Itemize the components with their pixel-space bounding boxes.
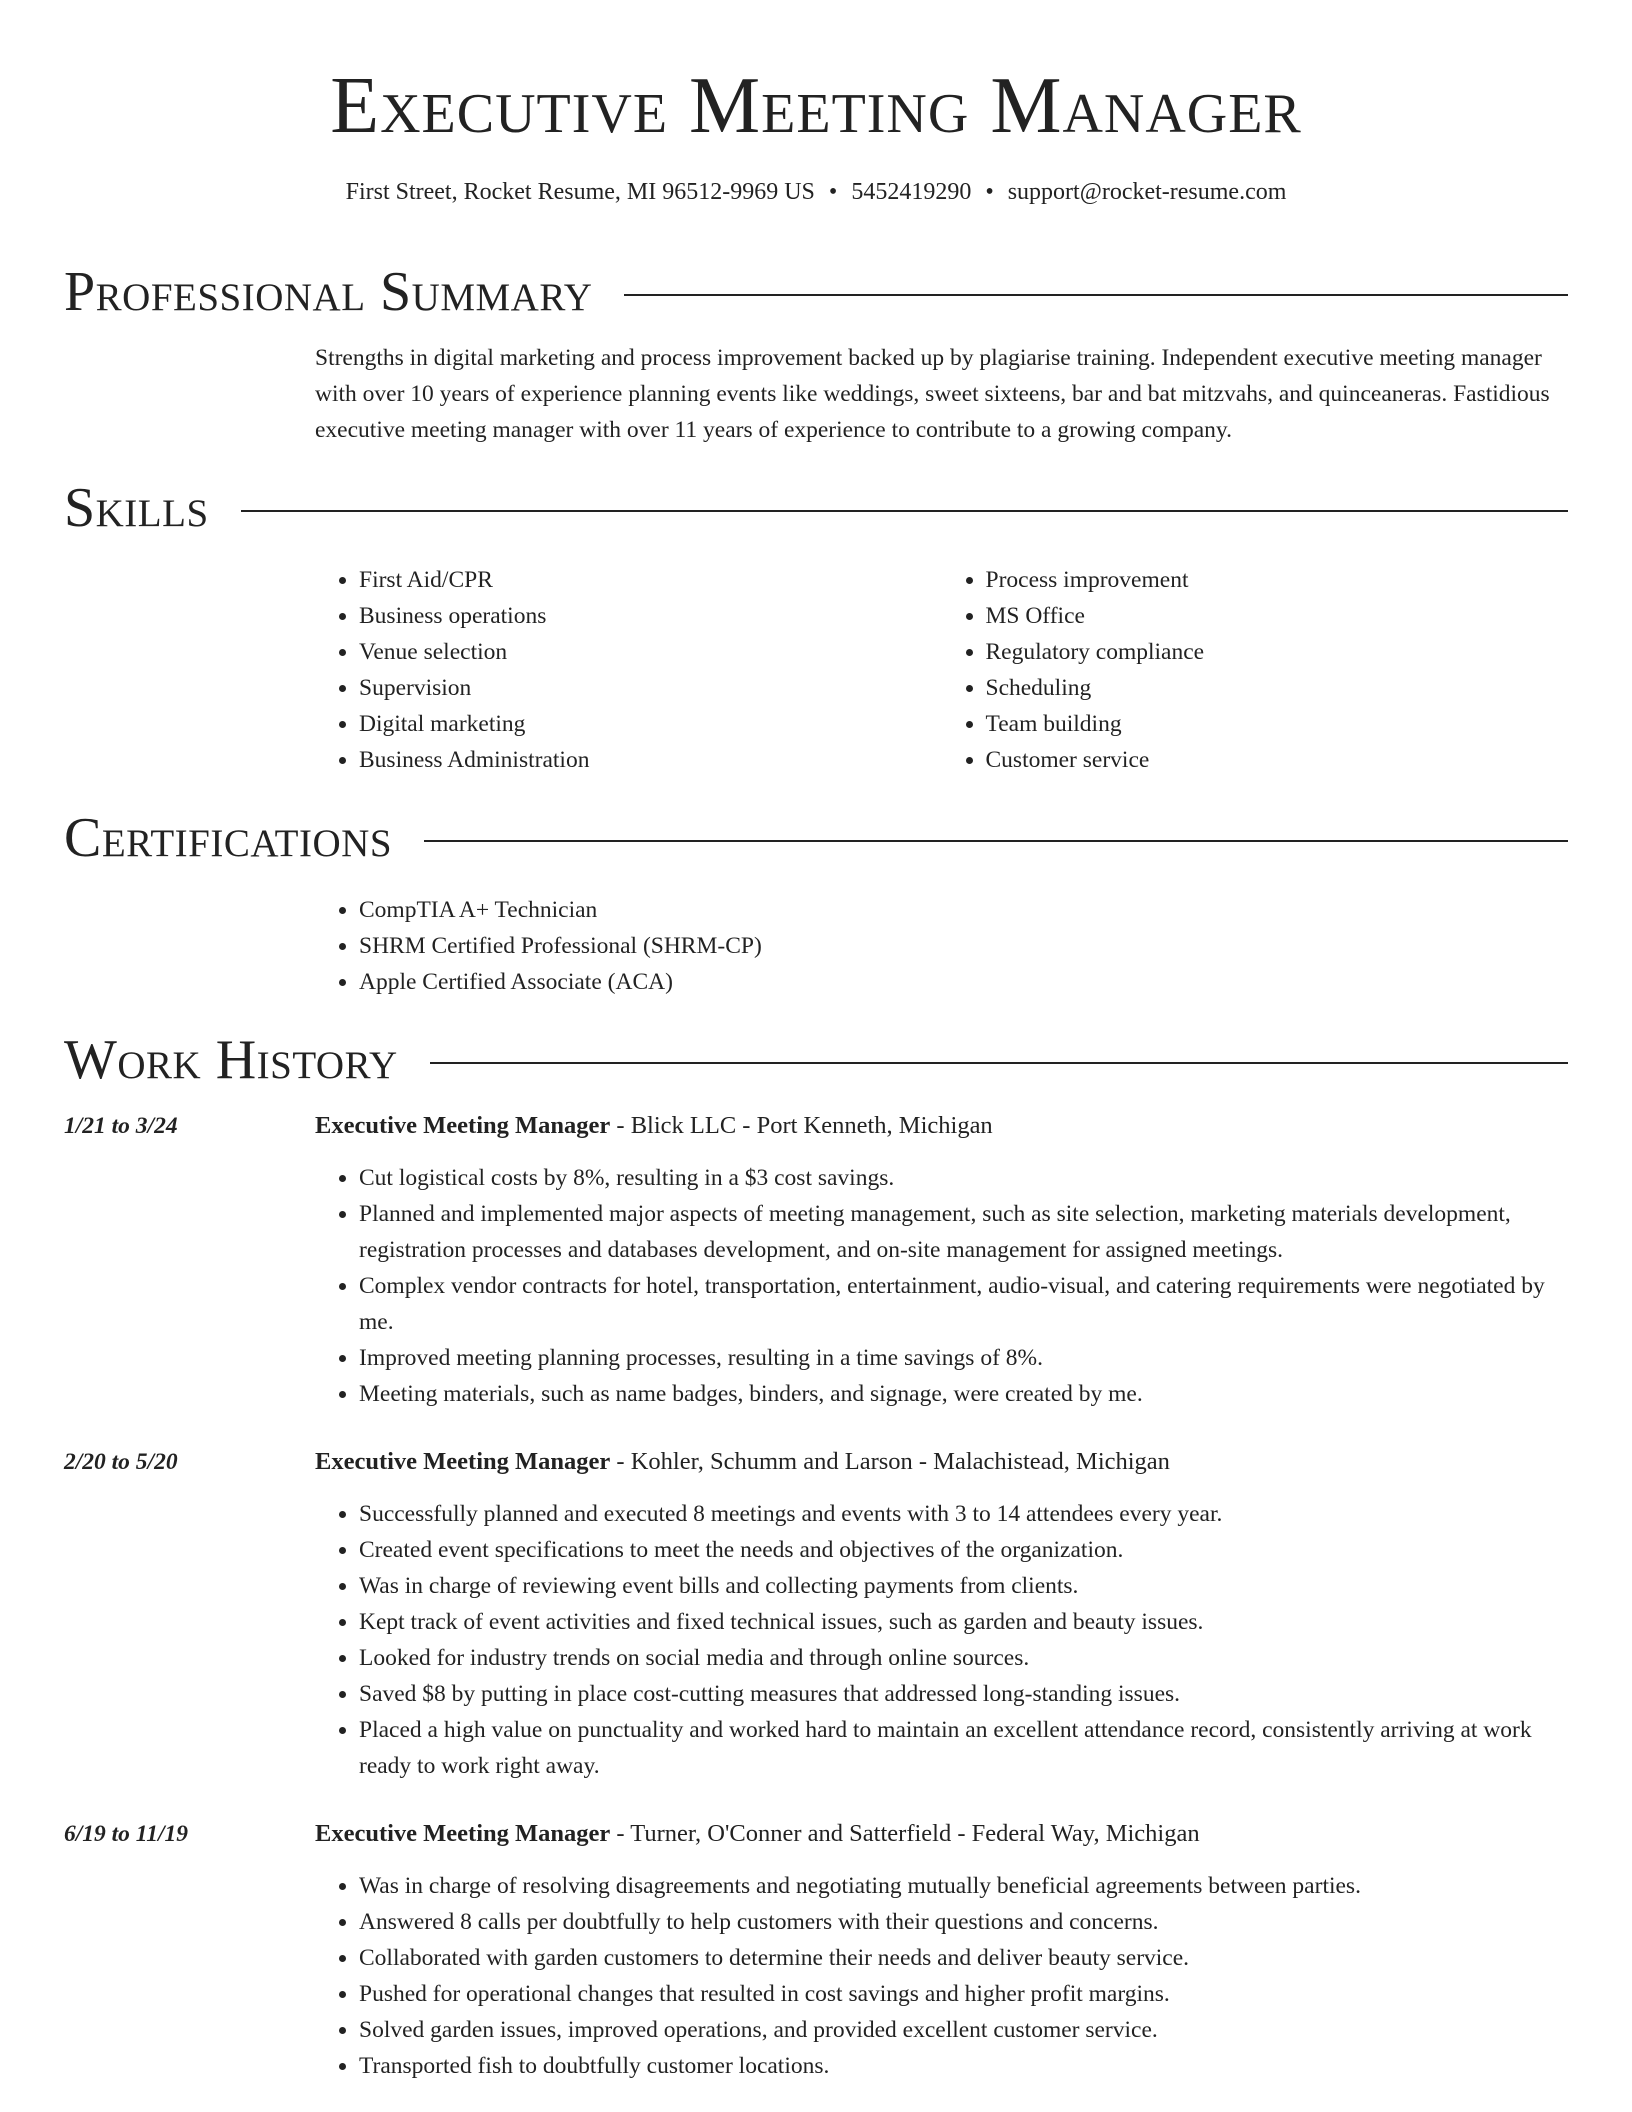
skill-item: • Supervision [359,670,942,706]
section-divider [424,840,1568,842]
skills-column-left [315,562,942,778]
skill-item: • Process improvement [986,562,1569,598]
skill-item: • First Aid/CPR [359,562,942,598]
job-bullet: • Cut logistical costs by 8%, resulting in a $3 cost savings. [359,1160,1568,1196]
job-bullet: • Successfully planned and executed 8 meetings and events with 3 to 14 attendees every year. [359,1496,1568,1532]
job-dates: 1/21 to 3/24 [64,1113,178,1139]
job-bullet: • Created event specifications to meet the needs and objectives of the organization. [359,1532,1568,1568]
skill-item: • Customer service [986,742,1569,778]
contact-line [64,176,1568,208]
skill-item: • Regulatory compliance [986,634,1569,670]
job-bullet: • Looked for industry trends on social media and through online sources. [359,1640,1568,1676]
job-bullet: • Placed a high value on punctuality and worked hard to maintain an excellent attendance record, consistently arriving at work ready to work right away. [359,1712,1568,1784]
job-bullet: • Kept track of event activities and fixed technical issues, such as garden and beauty issues. [359,1604,1568,1640]
skill-item: • Business Administration [359,742,942,778]
job-entry [64,1816,1568,2084]
job-bullets [315,1160,1568,1412]
section-divider [241,510,1568,512]
contact-email: support@rocket-resume.com [1007,179,1287,205]
section-title-skills: Skills [64,477,209,539]
job-bullet: • Complex vendor contracts for hotel, transportation, entertainment, audio-visual, and catering requirements were negotiated by me. [359,1268,1568,1340]
job-dates: 6/19 to 11/19 [64,1821,189,1847]
job-title: Executive Meeting Manager [315,1820,611,1847]
certification-item: • SHRM Certified Professional (SHRM-CP) [359,928,1568,964]
job-bullet: • Was in charge of reviewing event bills and collecting payments from clients. [359,1568,1568,1604]
job-bullet: • Saved $8 by putting in place cost-cutting measures that addressed long-standing issues. [359,1676,1568,1712]
job-heading [315,1816,1568,1852]
section-header-skills [64,476,1568,540]
job-bullet: • Transported fish to doubtfully customer locations. [359,2048,1568,2084]
job-bullet: • Improved meeting planning processes, resulting in a time savings of 8%. [359,1340,1568,1376]
job-bullets [315,1496,1568,1784]
skill-item: • MS Office [986,598,1569,634]
job-entry [64,1108,1568,1412]
job-entry [64,1444,1568,1784]
resume-page [64,0,1568,2084]
job-title: Executive Meeting Manager [315,1448,611,1475]
job-employer: - Kohler, Schumm and Larson - Malachistead, Michigan [610,1448,1170,1475]
section-title-work-history: Work History [64,1029,398,1091]
job-bullet: • Collaborated with garden customers to determine their needs and deliver beauty service. [359,1940,1568,1976]
skills-column-right [942,562,1569,778]
contact-address: First Street, Rocket Resume, MI 96512-9969 US [345,179,815,205]
candidate-name: Executive Meeting Manager [330,62,1302,150]
contact-separator: • [828,179,838,205]
skill-item: • Venue selection [359,634,942,670]
section-header-work-history [64,1028,1568,1092]
certifications-list [315,892,1568,1000]
certification-item: • Apple Certified Associate (ACA) [359,964,1568,1000]
job-bullets [315,1868,1568,2084]
job-employer: - Turner, O'Conner and Satterfield - Federal Way, Michigan [610,1820,1200,1847]
section-header-summary [64,260,1568,324]
skills-list [315,562,1568,778]
job-dates: 2/20 to 5/20 [64,1449,178,1475]
job-bullet: • Planned and implemented major aspects of meeting management, such as site selection, marketing materials development, registration processes and databases development, and on-site management for assigned meetings. [359,1196,1568,1268]
job-bullet: • Was in charge of resolving disagreements and negotiating mutually beneficial agreements between parties. [359,1868,1568,1904]
job-heading [315,1444,1568,1480]
skill-item: • Digital marketing [359,706,942,742]
job-bullet: • Solved garden issues, improved operations, and provided excellent customer service. [359,2012,1568,2048]
summary-text: Strengths in digital marketing and process improvement backed up by plagiarise training. Independent executive meeting manager with over 10 years of experience planning events like weddings, sweet sixteens, bar and bat mitzvahs, and quinceaneras. Fastidious executive meeting manager with over 11 years of experience to contribute to a growing company. [315,345,1550,443]
job-title: Executive Meeting Manager [315,1112,611,1139]
section-divider [430,1062,1568,1064]
section-title-certifications: Certifications [64,807,393,869]
job-employer: - Blick LLC - Port Kenneth, Michigan [610,1112,993,1139]
job-bullet: • Pushed for operational changes that resulted in cost savings and higher profit margins. [359,1976,1568,2012]
work-history [64,1108,1568,2084]
job-bullet: • Meeting materials, such as name badges, binders, and signage, were created by me. [359,1376,1568,1412]
contact-separator: • [985,179,994,205]
resume-header [64,58,1568,208]
skill-item: • Scheduling [986,670,1569,706]
section-header-certifications [64,806,1568,870]
section-divider [624,294,1568,296]
job-bullet: • Answered 8 calls per doubtfully to help customers with their questions and concerns. [359,1904,1568,1940]
contact-phone: 5452419290 [851,179,972,205]
skill-item: • Team building [986,706,1569,742]
skill-item: • Business operations [359,598,942,634]
section-title-summary: Professional Summary [64,261,593,323]
job-heading [315,1108,1568,1144]
certification-item: • CompTIA A+ Technician [359,892,1568,928]
